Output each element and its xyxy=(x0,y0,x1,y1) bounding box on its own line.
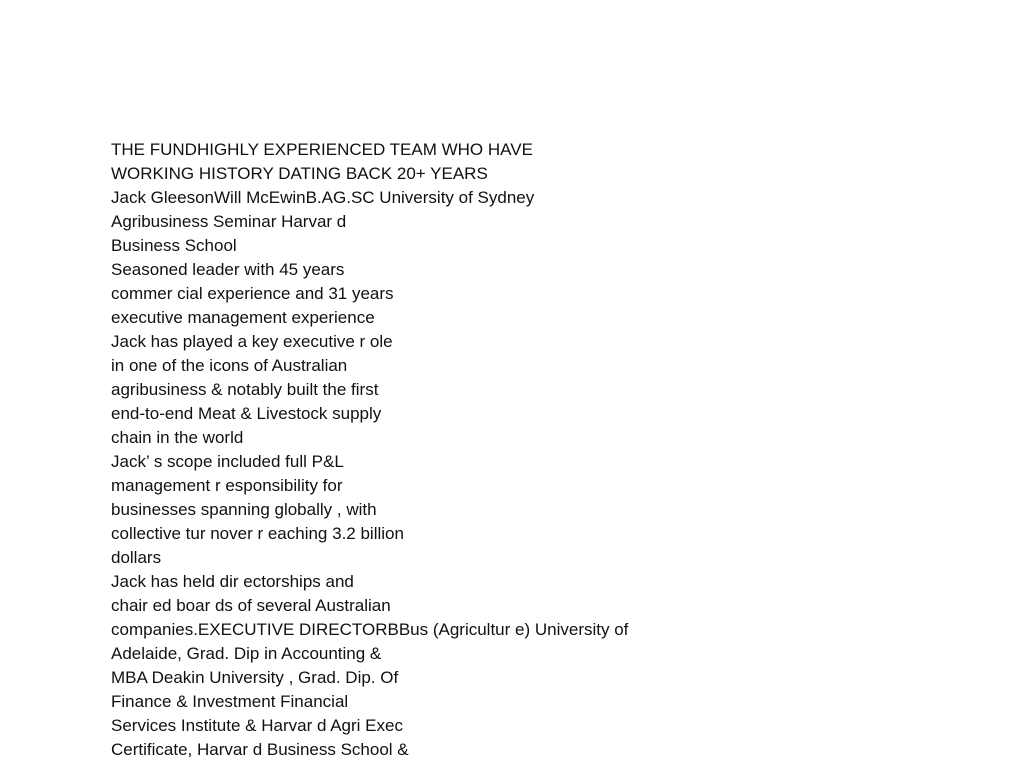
text-line-25: Services Institute & Harvar d Agri Exec xyxy=(111,716,403,735)
text-line-15: management r esponsibility for xyxy=(111,476,343,495)
text-line-5: Business School xyxy=(111,236,237,255)
text-line-20: chair ed boar ds of several Australian xyxy=(111,596,391,615)
text-line-22: Adelaide, Grad. Dip in Accounting & xyxy=(111,644,382,663)
text-line-17: collective tur nover r eaching 3.2 billion xyxy=(111,524,404,543)
text-line-24: Finance & Investment Financial xyxy=(111,692,349,711)
text-line-18: dollars xyxy=(111,548,162,567)
text-line-6: Seasoned leader with 45 years xyxy=(111,260,345,279)
text-line-8: executive management experience xyxy=(111,308,375,327)
text-line-9: Jack has played a key executive r ole xyxy=(111,332,393,351)
text-line-1: THE FUNDHIGHLY EXPERIENCED TEAM WHO HAVE xyxy=(111,140,533,159)
document-text-block xyxy=(111,138,628,762)
text-line-21: companies.EXECUTIVE DIRECTORBBus (Agricultur e) University of xyxy=(111,620,629,639)
text-line-7: commer cial experience and 31 years xyxy=(111,284,394,303)
text-line-4: Agribusiness Seminar Harvar d xyxy=(111,212,347,231)
text-line-3: Jack GleesonWill McEwinB.AG.SC University of Sydney xyxy=(111,188,535,207)
text-line-14: Jack’ s scope included full P&L xyxy=(111,452,344,471)
text-line-11: agribusiness & notably built the first xyxy=(111,380,379,399)
text-line-10: in one of the icons of Australian xyxy=(111,356,348,375)
text-line-16: businesses spanning globally , with xyxy=(111,500,377,519)
text-line-19: Jack has held dir ectorships and xyxy=(111,572,354,591)
text-line-2: WORKING HISTORY DATING BACK 20+ YEARS xyxy=(111,164,488,183)
text-line-13: chain in the world xyxy=(111,428,244,447)
text-line-12: end-to-end Meat & Livestock supply xyxy=(111,404,382,423)
text-line-26: Certificate, Harvar d Business School & xyxy=(111,740,409,759)
text-line-23: MBA Deakin University , Grad. Dip. Of xyxy=(111,668,399,687)
